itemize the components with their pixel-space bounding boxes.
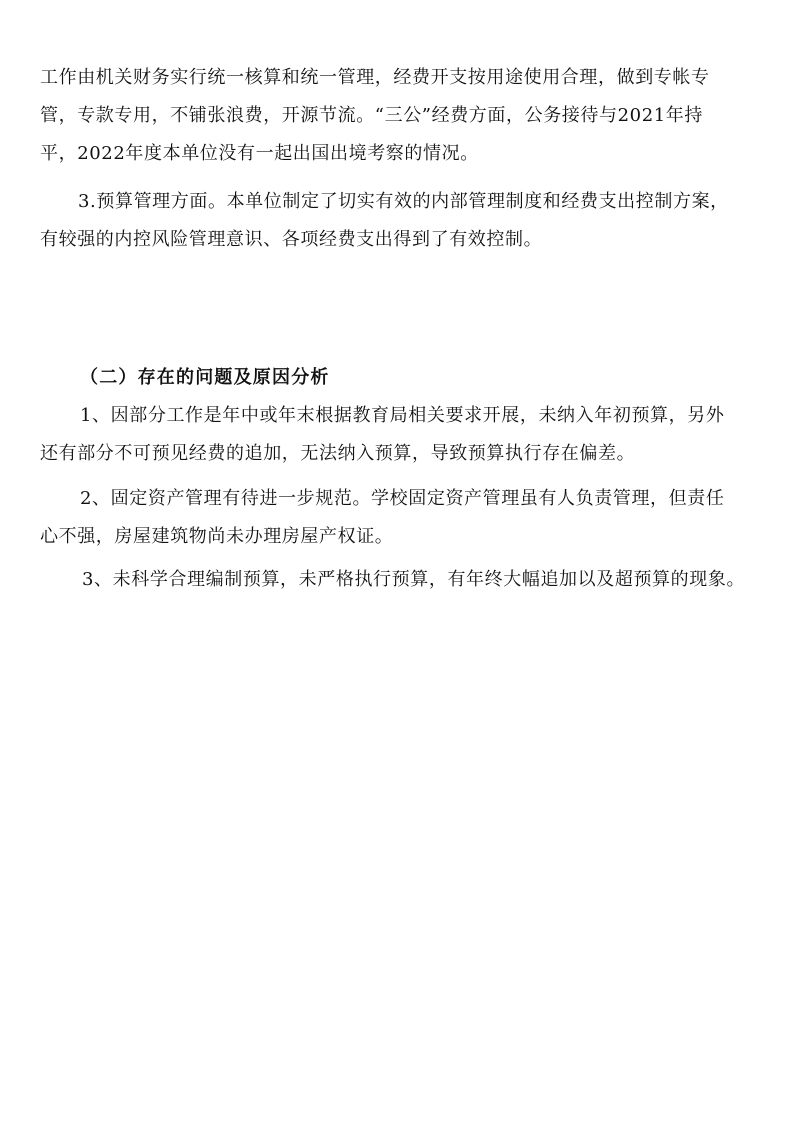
paragraph-line: 平，2022年度本单位没有一起出国出境考察的情况。 [40,143,479,164]
paragraph-line: 1、因部分工作是年中或年末根据教育局相关要求开展，未纳入年初预算，另外 [80,405,725,426]
paragraph-line: 3.预算管理方面。本单位制定了切实有效的内部管理制度和经费支出控制方案， [78,191,729,212]
paragraph-line: 2、固定资产管理有待进一步规范。学校固定资产管理虽有人负责管理，但责任 [80,488,725,509]
paragraph-line: 管，专款专用，不铺张浪费，开源节流。“三公”经费方面，公务接待与2021年持 [40,105,704,126]
paragraph-line: 工作由机关财务实行统一核算和统一管理，经费开支按用途使用合理，做到专帐专 [40,67,710,88]
section-heading: （二）存在的问题及原因分析 [80,367,330,388]
paragraph-line: 有较强的内控风险管理意识、各项经费支出得到了有效控制。 [40,229,543,250]
paragraph-line: 3、未科学合理编制预算，未严格执行预算，有年终大幅追加以及超预算的现象。 [82,569,746,590]
paragraph-line: 心不强，房屋建筑物尚未办理房屋产权证。 [40,526,394,547]
paragraph-line: 还有部分不可预见经费的追加，无法纳入预算，导致预算执行存在偏差。 [40,443,636,464]
